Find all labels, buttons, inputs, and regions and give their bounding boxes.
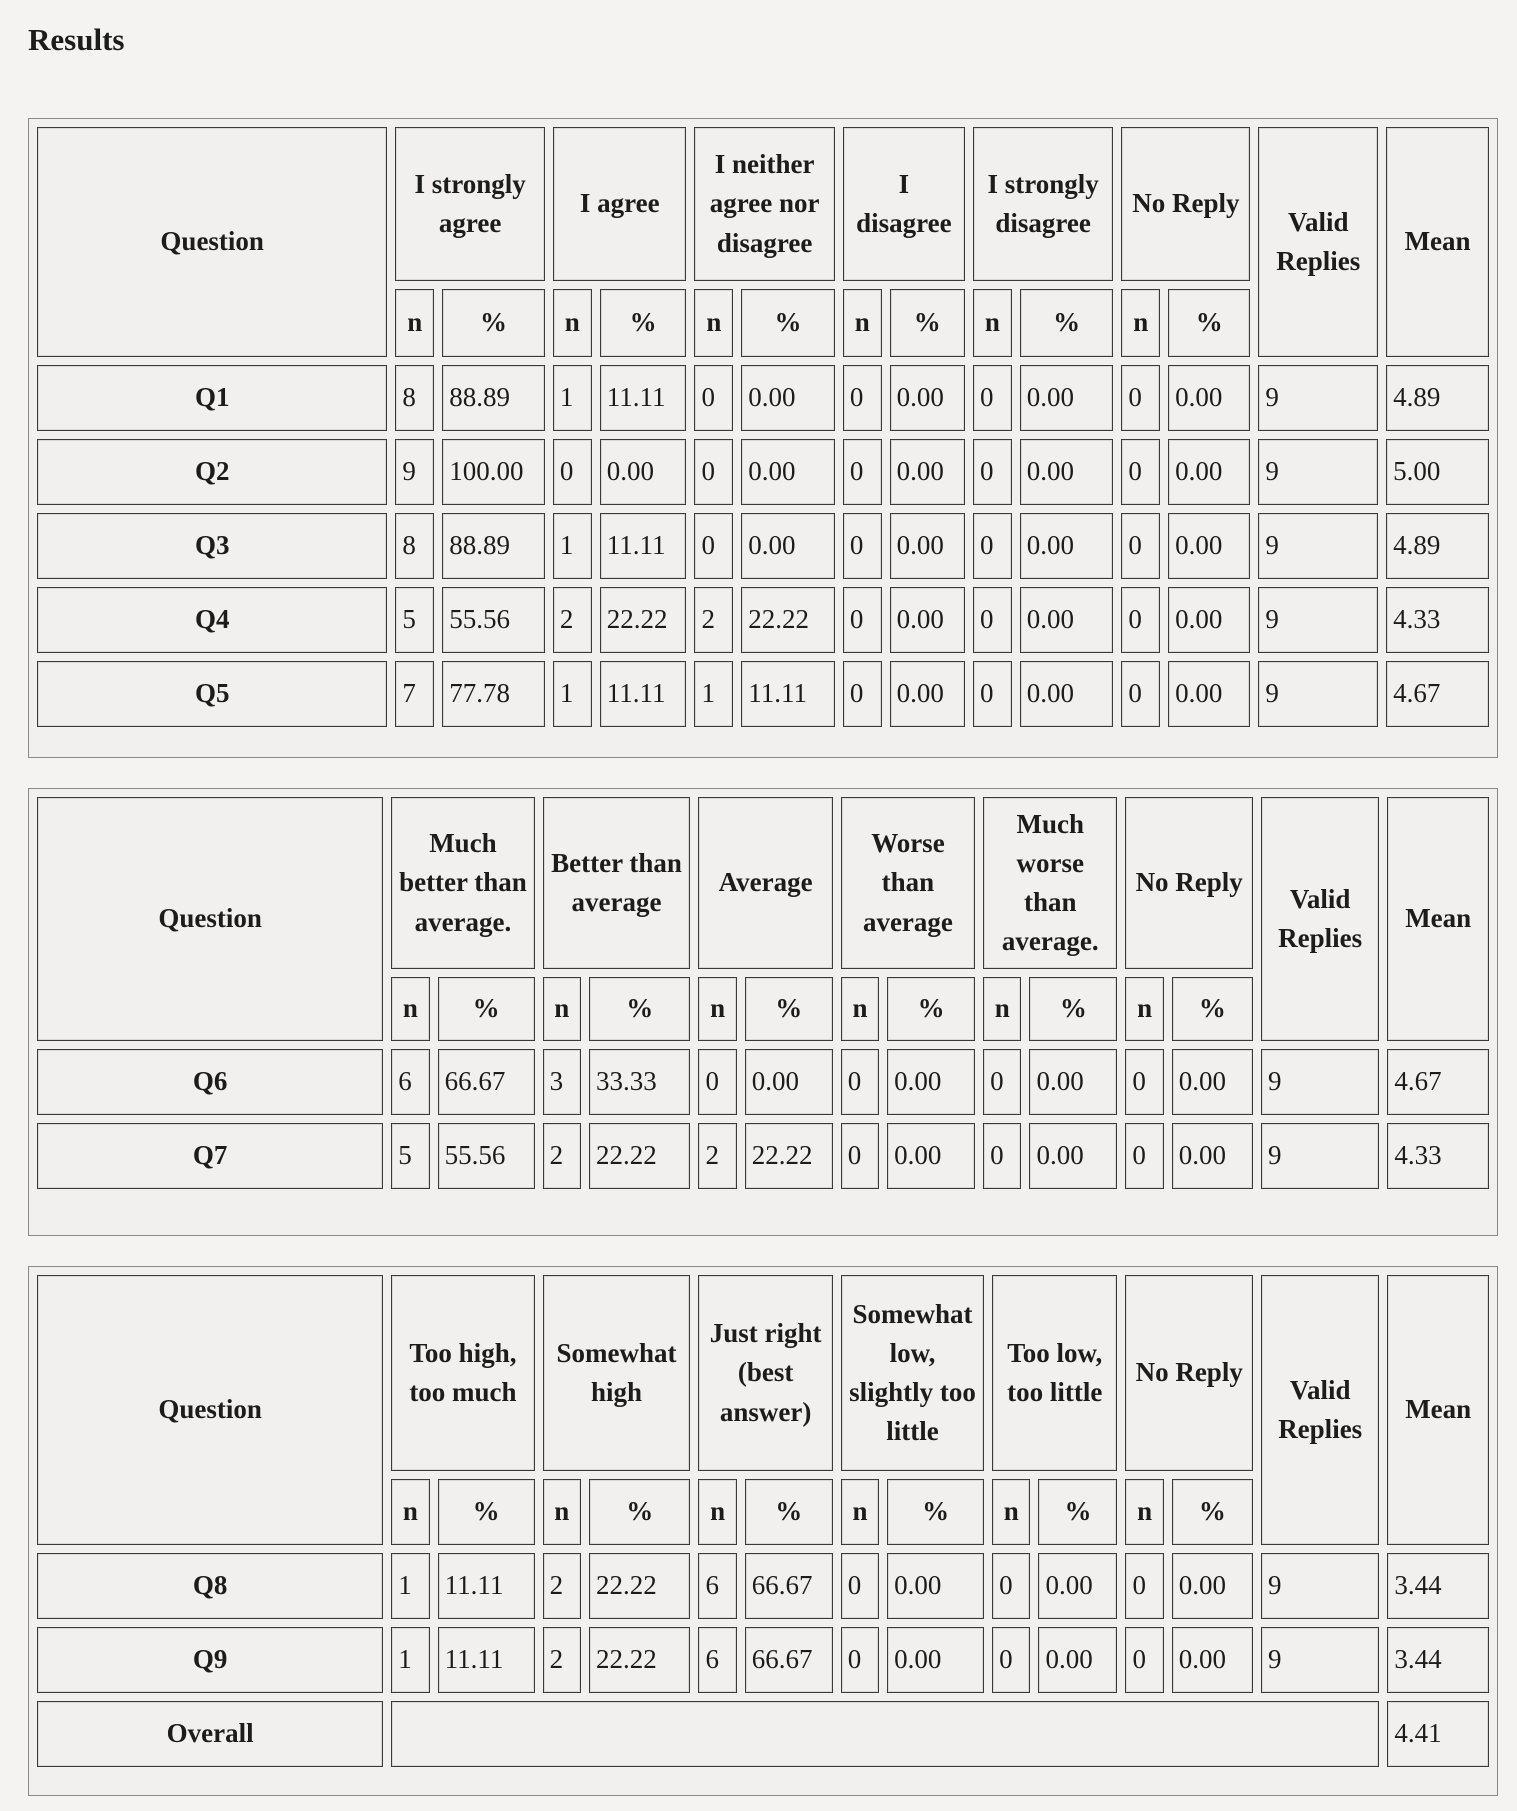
valid-replies-header: Valid Replies	[1261, 1275, 1379, 1545]
percent-cell: 100.00	[442, 439, 545, 505]
option-header: Average	[698, 797, 832, 969]
count-cell: 2	[698, 1123, 736, 1189]
n-header: n	[543, 1479, 581, 1545]
count-cell: 2	[553, 587, 592, 653]
agreement-table	[29, 119, 1497, 735]
count-cell: 0	[841, 1049, 879, 1115]
percent-header: %	[741, 289, 835, 357]
count-cell: 0	[1125, 1553, 1163, 1619]
option-header: I strongly agree	[395, 127, 545, 281]
count-cell: 1	[553, 513, 592, 579]
count-cell: 0	[1125, 1123, 1163, 1189]
n-header: n	[1121, 289, 1160, 357]
valid-replies-cell: 9	[1258, 439, 1378, 505]
count-cell: 0	[841, 1553, 879, 1619]
count-cell: 0	[992, 1627, 1030, 1693]
percent-cell: 11.11	[438, 1553, 535, 1619]
mean-cell: 4.89	[1386, 513, 1489, 579]
mean-header: Mean	[1386, 127, 1489, 357]
option-header: Just right (best answer)	[698, 1275, 832, 1471]
percent-cell: 0.00	[1172, 1049, 1253, 1115]
option-header: Too high, too much	[391, 1275, 534, 1471]
percent-cell: 22.22	[600, 587, 687, 653]
n-header: n	[698, 977, 736, 1041]
percent-header: %	[438, 977, 535, 1041]
percent-cell: 0.00	[1020, 439, 1114, 505]
percent-cell: 0.00	[1038, 1553, 1117, 1619]
percent-cell: 11.11	[600, 365, 687, 431]
percent-cell: 0.00	[1168, 661, 1250, 727]
percent-header: %	[1038, 1479, 1117, 1545]
percent-header: %	[1172, 1479, 1253, 1545]
percent-cell: 11.11	[600, 513, 687, 579]
question-header: Question	[37, 797, 383, 1041]
count-cell: 7	[395, 661, 434, 727]
table-row	[37, 1049, 1489, 1115]
question-label: Q2	[37, 439, 387, 505]
count-cell: 0	[973, 365, 1012, 431]
percent-cell: 0.00	[1172, 1123, 1253, 1189]
count-cell: 8	[395, 365, 434, 431]
results-table-comparison	[28, 788, 1498, 1236]
percent-cell: 0.00	[890, 439, 965, 505]
percent-header: %	[589, 1479, 691, 1545]
option-header: Somewhat high	[543, 1275, 691, 1471]
count-cell: 1	[391, 1627, 429, 1693]
overall-label: Overall	[37, 1701, 383, 1767]
percent-cell: 0.00	[1020, 661, 1114, 727]
percent-header: %	[1029, 977, 1117, 1041]
percent-cell: 0.00	[1020, 513, 1114, 579]
valid-replies-cell: 9	[1261, 1049, 1379, 1115]
count-cell: 6	[698, 1627, 736, 1693]
count-cell: 0	[1121, 439, 1160, 505]
n-header: n	[1125, 1479, 1163, 1545]
count-cell: 0	[843, 661, 882, 727]
count-cell: 0	[1121, 513, 1160, 579]
valid-replies-cell: 9	[1258, 513, 1378, 579]
percent-header: %	[887, 977, 975, 1041]
percent-cell: 0.00	[890, 513, 965, 579]
question-header: Question	[37, 1275, 383, 1545]
count-cell: 0	[698, 1049, 736, 1115]
n-header: n	[843, 289, 882, 357]
question-header: Question	[37, 127, 387, 357]
count-cell: 0	[973, 439, 1012, 505]
option-header: I disagree	[843, 127, 965, 281]
table-row	[37, 587, 1489, 653]
valid-replies-cell: 9	[1261, 1123, 1379, 1189]
percent-header: %	[1020, 289, 1114, 357]
results-table-amount	[28, 1266, 1498, 1796]
count-cell: 0	[992, 1553, 1030, 1619]
count-cell: 6	[698, 1553, 736, 1619]
mean-cell: 5.00	[1386, 439, 1489, 505]
count-cell: 0	[843, 587, 882, 653]
mean-header: Mean	[1387, 1275, 1489, 1545]
percent-cell: 0.00	[1172, 1553, 1253, 1619]
percent-cell: 66.67	[438, 1049, 535, 1115]
percent-cell: 22.22	[589, 1553, 691, 1619]
percent-cell: 22.22	[745, 1123, 833, 1189]
count-cell: 1	[553, 661, 592, 727]
count-cell: 0	[694, 365, 733, 431]
percent-cell: 0.00	[887, 1627, 984, 1693]
table-row	[37, 439, 1489, 505]
question-label: Q5	[37, 661, 387, 727]
option-header: Somewhat low, slightly too little	[841, 1275, 984, 1471]
count-cell: 0	[841, 1123, 879, 1189]
valid-replies-cell: 9	[1258, 661, 1378, 727]
count-cell: 0	[973, 661, 1012, 727]
percent-cell: 0.00	[1020, 587, 1114, 653]
percent-cell: 66.67	[745, 1553, 833, 1619]
percent-header: %	[1168, 289, 1250, 357]
n-header: n	[694, 289, 733, 357]
percent-cell: 0.00	[1029, 1123, 1117, 1189]
option-header: I neither agree nor disagree	[694, 127, 834, 281]
mean-cell: 3.44	[1387, 1627, 1489, 1693]
percent-header: %	[745, 977, 833, 1041]
percent-header: %	[1172, 977, 1253, 1041]
percent-cell: 11.11	[438, 1627, 535, 1693]
percent-cell: 0.00	[1168, 513, 1250, 579]
percent-cell: 0.00	[887, 1123, 975, 1189]
n-header: n	[391, 1479, 429, 1545]
valid-replies-header: Valid Replies	[1258, 127, 1378, 357]
count-cell: 2	[543, 1123, 581, 1189]
valid-replies-header: Valid Replies	[1261, 797, 1379, 1041]
count-cell: 2	[543, 1627, 581, 1693]
percent-cell: 0.00	[741, 439, 835, 505]
question-label: Q4	[37, 587, 387, 653]
amount-table	[29, 1267, 1497, 1775]
option-header: Better than average	[543, 797, 691, 969]
table-row	[37, 1123, 1489, 1189]
count-cell: 0	[983, 1123, 1021, 1189]
count-cell: 0	[841, 1627, 879, 1693]
table-row	[37, 365, 1489, 431]
option-header: Much worse than average.	[983, 797, 1117, 969]
question-label: Q6	[37, 1049, 383, 1115]
option-header: Much better than average.	[391, 797, 534, 969]
percent-header: %	[600, 289, 687, 357]
percent-cell: 0.00	[1029, 1049, 1117, 1115]
percent-header: %	[887, 1479, 984, 1545]
count-cell: 0	[553, 439, 592, 505]
valid-replies-cell: 9	[1258, 587, 1378, 653]
table-row	[37, 661, 1489, 727]
count-cell: 9	[395, 439, 434, 505]
n-header: n	[553, 289, 592, 357]
count-cell: 0	[843, 365, 882, 431]
count-cell: 0	[843, 513, 882, 579]
mean-cell: 4.67	[1386, 661, 1489, 727]
count-cell: 0	[694, 439, 733, 505]
percent-cell: 77.78	[442, 661, 545, 727]
n-header: n	[992, 1479, 1030, 1545]
question-label: Q7	[37, 1123, 383, 1189]
percent-cell: 55.56	[442, 587, 545, 653]
table-row	[37, 1553, 1489, 1619]
percent-cell: 0.00	[890, 365, 965, 431]
mean-cell: 4.89	[1386, 365, 1489, 431]
question-label: Q1	[37, 365, 387, 431]
n-header: n	[543, 977, 581, 1041]
percent-header: %	[438, 1479, 535, 1545]
count-cell: 0	[694, 513, 733, 579]
n-header: n	[841, 1479, 879, 1545]
count-cell: 1	[391, 1553, 429, 1619]
n-header: n	[391, 977, 429, 1041]
question-label: Q9	[37, 1627, 383, 1693]
count-cell: 0	[1121, 661, 1160, 727]
count-cell: 5	[395, 587, 434, 653]
count-cell: 0	[1125, 1049, 1163, 1115]
valid-replies-cell: 9	[1261, 1627, 1379, 1693]
count-cell: 0	[1121, 365, 1160, 431]
percent-cell: 88.89	[442, 365, 545, 431]
percent-header: %	[589, 977, 691, 1041]
percent-cell: 22.22	[589, 1627, 691, 1693]
option-header: No Reply	[1125, 797, 1253, 969]
mean-cell: 4.33	[1386, 587, 1489, 653]
count-cell: 2	[694, 587, 733, 653]
percent-cell: 33.33	[589, 1049, 691, 1115]
overall-blank-cell	[391, 1701, 1379, 1767]
option-header: Too low, too little	[992, 1275, 1117, 1471]
mean-header: Mean	[1387, 797, 1489, 1041]
percent-cell: 0.00	[887, 1049, 975, 1115]
percent-header: %	[890, 289, 965, 357]
comparison-table	[29, 789, 1497, 1197]
mean-cell: 3.44	[1387, 1553, 1489, 1619]
n-header: n	[841, 977, 879, 1041]
question-label: Q3	[37, 513, 387, 579]
option-header: No Reply	[1121, 127, 1250, 281]
percent-cell: 0.00	[741, 513, 835, 579]
table-row	[37, 513, 1489, 579]
percent-cell: 55.56	[438, 1123, 535, 1189]
option-header: I agree	[553, 127, 687, 281]
n-header: n	[973, 289, 1012, 357]
percent-header: %	[745, 1479, 833, 1545]
mean-cell: 4.67	[1387, 1049, 1489, 1115]
count-cell: 5	[391, 1123, 429, 1189]
percent-header: %	[442, 289, 545, 357]
percent-cell: 0.00	[890, 587, 965, 653]
count-cell: 2	[543, 1553, 581, 1619]
percent-cell: 0.00	[1020, 365, 1114, 431]
percent-cell: 22.22	[741, 587, 835, 653]
n-header: n	[698, 1479, 736, 1545]
n-header: n	[983, 977, 1021, 1041]
percent-cell: 0.00	[1038, 1627, 1117, 1693]
count-cell: 1	[553, 365, 592, 431]
count-cell: 0	[843, 439, 882, 505]
percent-cell: 0.00	[1168, 587, 1250, 653]
question-label: Q8	[37, 1553, 383, 1619]
percent-cell: 0.00	[741, 365, 835, 431]
percent-cell: 11.11	[741, 661, 835, 727]
n-header: n	[1125, 977, 1163, 1041]
percent-cell: 0.00	[1168, 439, 1250, 505]
count-cell: 0	[973, 587, 1012, 653]
option-header: Worse than average	[841, 797, 975, 969]
percent-cell: 0.00	[600, 439, 687, 505]
n-header: n	[395, 289, 434, 357]
count-cell: 8	[395, 513, 434, 579]
percent-cell: 11.11	[600, 661, 687, 727]
option-header: I strongly disagree	[973, 127, 1113, 281]
count-cell: 6	[391, 1049, 429, 1115]
count-cell: 0	[1125, 1627, 1163, 1693]
valid-replies-cell: 9	[1261, 1553, 1379, 1619]
percent-cell: 66.67	[745, 1627, 833, 1693]
percent-cell: 0.00	[887, 1553, 984, 1619]
option-header: No Reply	[1125, 1275, 1253, 1471]
overall-mean-cell: 4.41	[1387, 1701, 1489, 1767]
mean-cell: 4.33	[1387, 1123, 1489, 1189]
count-cell: 0	[973, 513, 1012, 579]
count-cell: 3	[543, 1049, 581, 1115]
percent-cell: 88.89	[442, 513, 545, 579]
valid-replies-cell: 9	[1258, 365, 1378, 431]
count-cell: 1	[694, 661, 733, 727]
percent-cell: 22.22	[589, 1123, 691, 1189]
page-title: Results	[28, 22, 125, 57]
percent-cell: 0.00	[745, 1049, 833, 1115]
count-cell: 0	[1121, 587, 1160, 653]
table-row	[37, 1627, 1489, 1693]
results-table-agreement	[28, 118, 1498, 758]
count-cell: 0	[983, 1049, 1021, 1115]
overall-row	[37, 1701, 1489, 1767]
percent-cell: 0.00	[1172, 1627, 1253, 1693]
percent-cell: 0.00	[1168, 365, 1250, 431]
percent-cell: 0.00	[890, 661, 965, 727]
